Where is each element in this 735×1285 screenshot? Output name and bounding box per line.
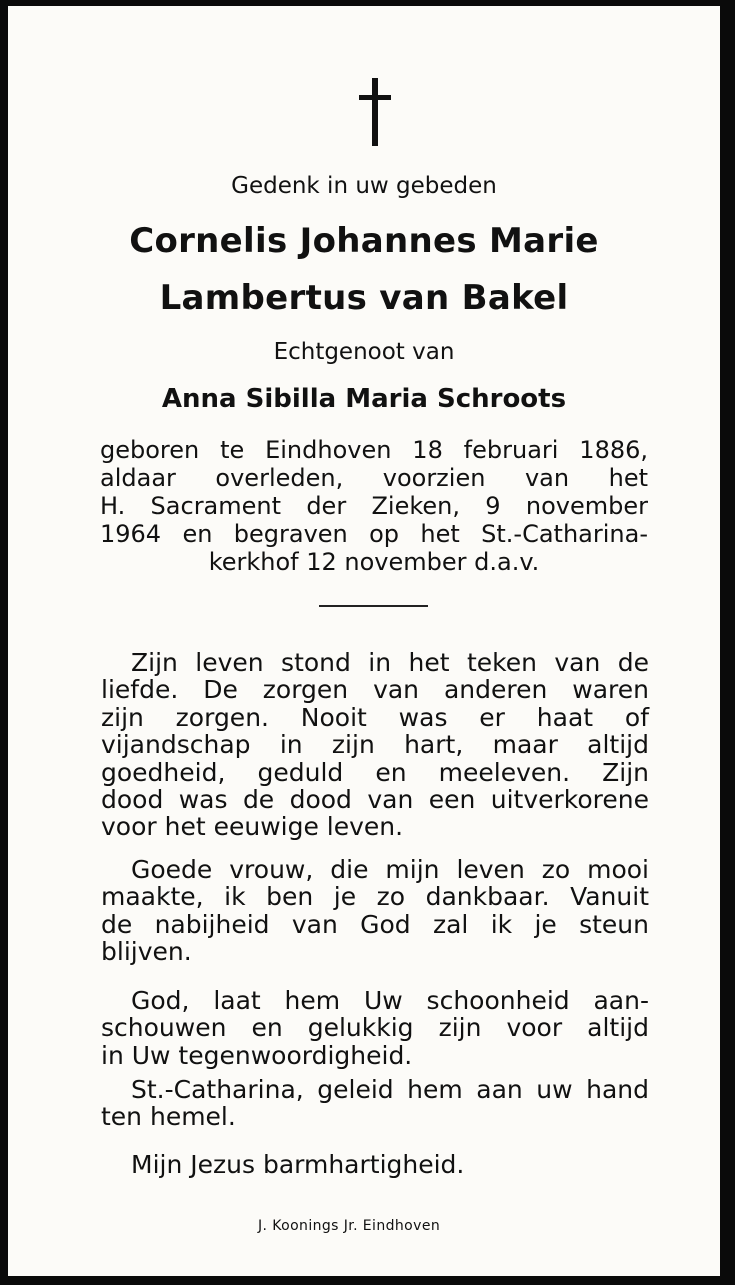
text-line: liefde. De zorgen van anderen waren <box>101 675 649 705</box>
text-line: schouwen en gelukkig zijn voor altijd <box>101 1013 649 1043</box>
bio-line: 1964 en begraven op het St.-Catharina- <box>100 520 648 548</box>
paragraph-wife <box>101 856 649 966</box>
deceased-name-line-1: Cornelis Johannes Marie <box>129 221 599 261</box>
text-line: St.-Catharina, geleid hem aan uw hand <box>131 1075 649 1104</box>
bio-line: H. Sacrament der Zieken, 9 november <box>100 492 648 520</box>
spouse-label: Echtgenoot van <box>273 339 455 365</box>
paragraph-saint <box>101 1076 649 1131</box>
paragraph-love <box>101 649 649 841</box>
deceased-name-line-2: Lambertus van Bakel <box>159 278 569 318</box>
paragraph-prayer <box>101 987 649 1069</box>
text-line: dood was de dood van een uitverkorene <box>101 785 649 815</box>
biography <box>100 436 648 576</box>
intro-text: Gedenk in uw gebeden <box>231 173 497 199</box>
text-line: ten hemel. <box>101 1102 236 1132</box>
divider-rule <box>319 605 428 607</box>
text-line: maakte, ik ben je zo dankbaar. Vanuit <box>101 882 649 912</box>
text-line: vijandschap in zijn hart, maar altijd <box>101 730 649 760</box>
text-line: blijven. <box>101 937 192 967</box>
bio-line: kerkhof 12 november d.a.v. <box>208 548 540 576</box>
spouse-name: Anna Sibilla Maria Schroots <box>161 384 567 414</box>
text-line: Mijn Jezus barmhartigheid. <box>131 1150 465 1179</box>
bio-line: geboren te Eindhoven 18 februari 1886, <box>100 436 648 464</box>
text-line: Zijn leven stond in het teken van de <box>131 648 649 677</box>
text-line: in Uw tegenwoordigheid. <box>101 1040 413 1070</box>
cross-icon <box>359 78 391 146</box>
text-line: de nabijheid van God zal ik je steun <box>101 909 649 939</box>
memorial-card <box>8 6 720 1276</box>
text-line: goedheid, geduld en meeleven. Zijn <box>101 757 649 787</box>
printer-imprint: J. Koonings Jr. Eindhoven <box>258 1218 441 1234</box>
text-line: voor het eeuwige leven. <box>101 812 404 842</box>
bio-line: aldaar overleden, voorzien van het <box>100 464 648 492</box>
text-line: zijn zorgen. Nooit was er haat of <box>101 702 649 732</box>
paragraph-mercy <box>101 1151 649 1178</box>
text-line: God, laat hem Uw schoonheid aan- <box>131 986 649 1015</box>
text-line: Goede vrouw, die mijn leven zo mooi <box>131 855 649 884</box>
